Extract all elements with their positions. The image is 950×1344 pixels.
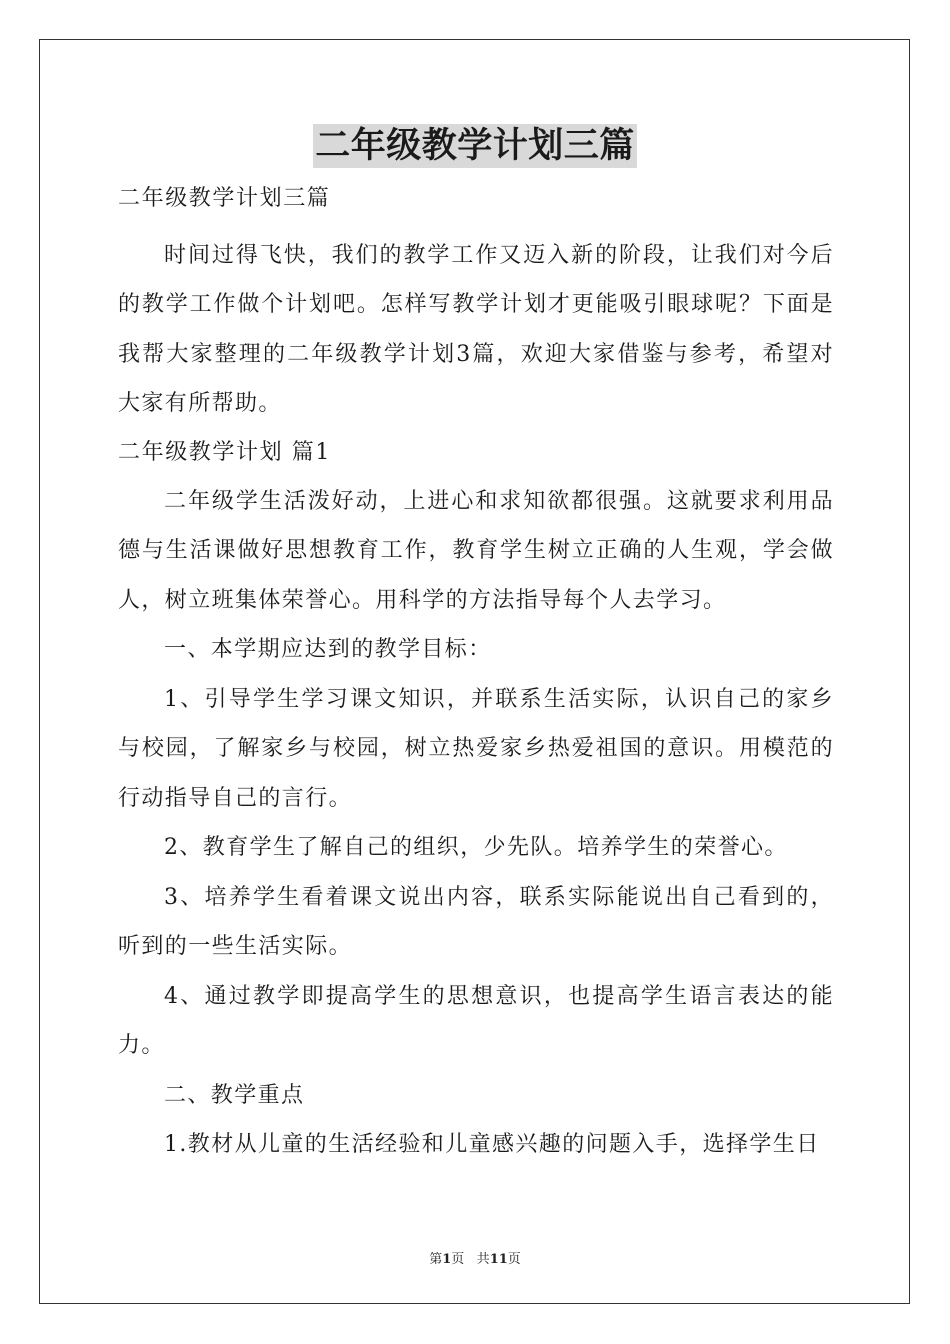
goal-1: 1、引导学生学习课文知识，并联系生活实际，认识自己的家乡与校园，了解家乡与校园，树立热爱家乡热爱祖国的意识。用模范的行动指导自己的言行。 (118, 686, 834, 811)
footer-total-suffix: 页 (507, 1252, 521, 1267)
page-footer (0, 1248, 950, 1267)
goal-3: 3、培养学生看着课文说出内容，联系实际能说出自己看到的，听到的一些生活实际。 (118, 884, 834, 959)
intro-paragraph: 时间过得飞快，我们的教学工作又迈入新的阶段，让我们对今后的教学工作做个计划吧。怎样写教学计划才更能吸引眼球呢？下面是我帮大家整理的二年级教学计划3篇，欢迎大家借鉴与参考，希望对大家有所帮助。 (118, 242, 834, 416)
title-wrap (0, 124, 950, 168)
goals-heading: 一、本学期应达到的教学目标： (164, 637, 492, 662)
footer-page-prefix: 第 (429, 1252, 443, 1267)
subtitle: 二年级教学计划三篇 (118, 186, 331, 211)
section1-heading: 二年级教学计划 篇1 (118, 439, 331, 465)
footer-page-number: 1 (442, 1252, 452, 1267)
goal-4: 4、通过教学即提高学生的思想意识，也提高学生语言表达的能力。 (118, 983, 834, 1058)
document-title: 二年级教学计划三篇 (315, 125, 635, 166)
footer-total-prefix: 共 (476, 1252, 490, 1267)
focus-heading: 二、教学重点 (164, 1082, 305, 1108)
goal-2: 2、教育学生了解自己的组织，少先队。培养学生的荣誉心。 (164, 835, 788, 860)
footer-total-number: 11 (489, 1252, 508, 1267)
section1-paragraph: 二年级学生活泼好动，上进心和求知欲都很强。这就要求利用品德与生活课做好思想教育工作，教育学生树立正确的人生观，学会做人，树立班集体荣誉心。用科学的方法指导每个人去学习。 (118, 488, 834, 613)
focus-1: 1.教材从儿童的生活经验和儿童感兴趣的问题入手，选择学生日 (164, 1132, 820, 1157)
footer-page-suffix: 页 (451, 1252, 465, 1267)
document-body (118, 181, 834, 1170)
